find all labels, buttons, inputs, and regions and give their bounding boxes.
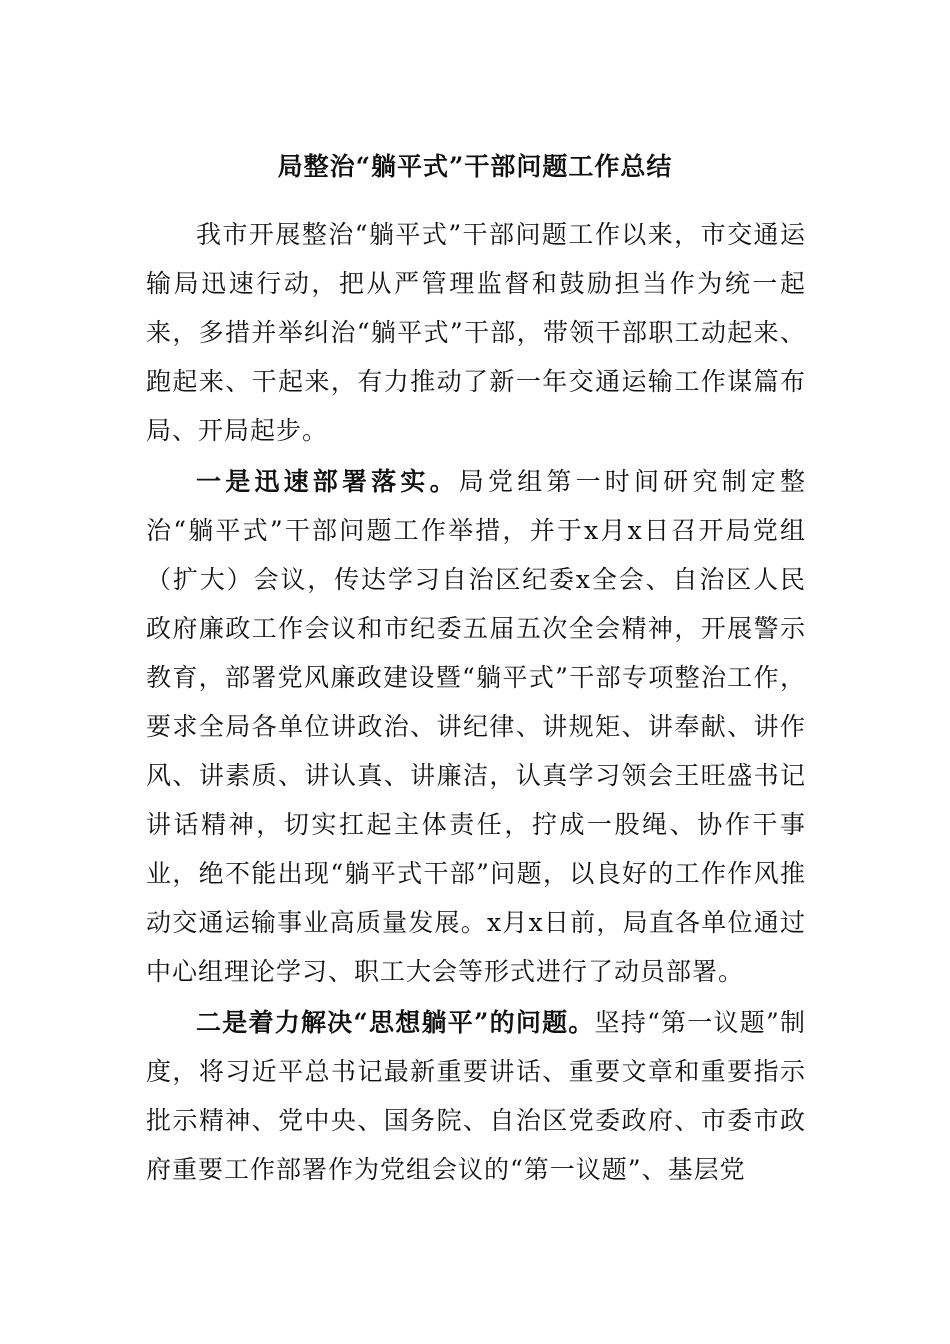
- section-2-text: 坚持“第一议题”制度，将习近平总书记最新重要讲话、重要文章和重要指示批示精神、党中央、国务院、自治区党委政府、市委市政府重要工作部署作为党组会议的“第一议题”、基层党: [146, 1008, 806, 1184]
- document-body: [146, 210, 806, 1196]
- section-2-lead: 二是着力解决“思想躺平”的问题。: [196, 1008, 595, 1037]
- section-1-lead: 一是迅速部署落实。: [196, 467, 459, 496]
- intro-paragraph: 我市开展整治“躺平式”干部问题工作以来，市交通运输局迅速行动，把从严管理监督和鼓励担当作为统一起来，多措并举纠治“躺平式”干部，带领干部职工动起来、跑起来、干起来，有力推动了新一年交通运输工作谋篇布局、开局起步。: [146, 220, 806, 445]
- section-paragraph-2: [146, 998, 806, 1194]
- document-title: 局整治“躺平式”干部问题工作总结: [277, 152, 673, 181]
- section-1-text: 局党组第一时间研究制定整治“躺平式”干部问题工作举措，并于x月x日召开局党组（扩大）会议，传达学习自治区纪委x全会、自治区人民政府廉政工作会议和市纪委五届五次全会精神，开展警示教育，部署党风廉政建设暨“躺平式”干部专项整治工作，要求全局各单位讲政治、讲纪律、讲规矩、讲奉献、讲作风、讲素质、讲认真、讲廉洁，认真学习领会王旺盛书记讲话精神，切实扛起主体责任，拧成一股绳、协作干事业，绝不能出现“躺平式干部”问题，以良好的工作作风推动交通运输事业高质量发展。x月x日前，局直各单位通过中心组理论学习、职工大会等形式进行了动员部署。: [146, 467, 806, 986]
- section-paragraph-1: [146, 457, 806, 996]
